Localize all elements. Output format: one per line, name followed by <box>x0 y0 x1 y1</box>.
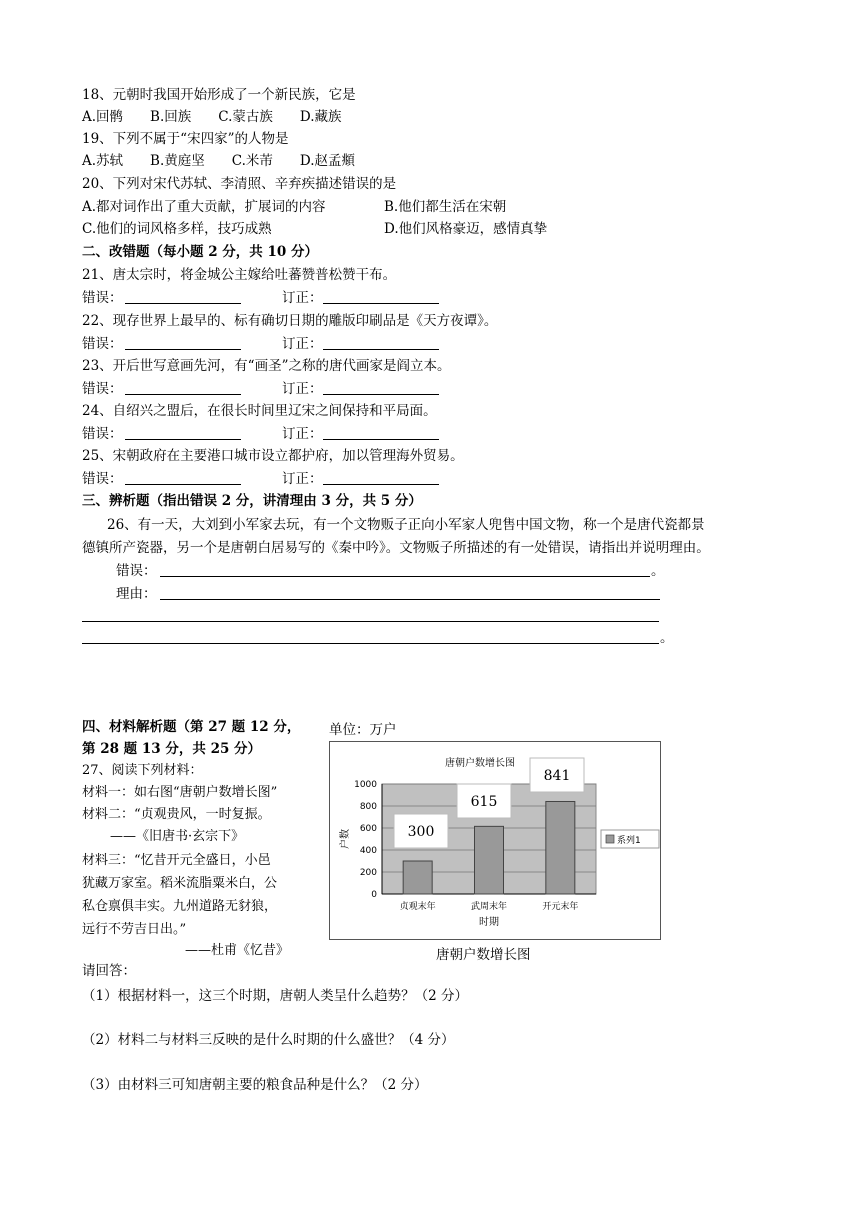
q26-reason-period: 。 <box>660 630 674 646</box>
y-axis-label: 户数 <box>340 829 351 849</box>
chart-title: 唐朝户数增长图 <box>445 758 515 769</box>
x-tick-label: 贞观末年 <box>399 902 436 912</box>
q22-error-blank[interactable] <box>125 349 241 350</box>
section3-title: 三、辨析题（指出错误 2 分，讲清理由 3 分，共 5 分） <box>82 493 422 509</box>
data-label: 841 <box>543 768 571 784</box>
ask-label: 请回答： <box>82 963 136 979</box>
q26-line2: 德镇所产瓷器，另一个是唐朝白居易写的《秦中吟》。文物贩子所描述的有一处错误，请指出并说明理由。 <box>82 540 710 556</box>
bar <box>546 801 575 894</box>
q26-error-blank[interactable] <box>160 576 650 577</box>
q26-reason-blank-1[interactable] <box>160 599 660 600</box>
q26-line1: 26、有一天，大刘到小军家去玩，有一个文物贩子正向小军家人兜售中国文物，称一个是唐代瓷都景 <box>107 517 705 533</box>
material3-line3: 私仓禀俱丰实。九州道路无豺狼， <box>82 899 278 914</box>
q25-error-label: 错误： <box>82 471 123 487</box>
q23-error-blank[interactable] <box>125 394 241 395</box>
q23-text: 23、开后世写意画先河，有“画圣”之称的唐代画家是阎立本。 <box>82 358 451 374</box>
y-tick-label: 200 <box>359 868 377 878</box>
x-tick-label: 开元末年 <box>542 902 579 912</box>
y-tick-label: 0 <box>371 890 377 900</box>
x-axis-label: 时期 <box>479 917 499 928</box>
material2-source: ——《旧唐书·玄宗下》 <box>110 829 245 844</box>
y-tick-label: 400 <box>359 846 377 856</box>
q19-options: A.苏轼 B.黄庭坚 C.米芾 D.赵孟頫 <box>82 153 356 169</box>
q26-error-label: 错误： <box>116 563 157 579</box>
bar <box>475 826 504 894</box>
data-label: 615 <box>470 794 498 810</box>
q21-error-blank[interactable] <box>125 303 241 304</box>
q21-fix-blank[interactable] <box>323 303 439 304</box>
legend-swatch <box>606 835 614 843</box>
y-tick-label: 600 <box>359 824 377 834</box>
q18-options: A.回鹘 B.回族 C.蒙古族 D.藏族 <box>82 109 342 125</box>
q27-sub1: （1）根据材料一，这三个时期，唐朝人类呈什么趋势？（2 分） <box>82 988 468 1004</box>
q24-fix-blank[interactable] <box>323 439 439 440</box>
chart-unit-label: 单位：万户 <box>329 722 397 738</box>
q22-error-label: 错误： <box>82 336 123 352</box>
q27-sub3: （3）由材料三可知唐朝主要的粮食品种是什么？（2 分） <box>82 1077 428 1093</box>
q20-option-c: C.他们的词风格多样，技巧成熟 <box>82 221 272 237</box>
q25-text: 25、宋朝政府在主要港口城市设立都护府，加以管理海外贸易。 <box>82 448 464 464</box>
q22-text: 22、现存世界上最早的、标有确切日期的雕版印刷品是《天方夜谭》。 <box>82 313 498 329</box>
data-label: 300 <box>407 824 435 840</box>
q26-error-period: 。 <box>651 563 665 579</box>
section2-title: 二、改错题（每小题 2 分，共 10 分） <box>82 244 318 260</box>
q22-fix-label: 订正： <box>282 336 323 352</box>
chart-svg <box>330 742 660 939</box>
material1: 材料一：如右图“唐朝户数增长图” <box>82 785 278 800</box>
chart-caption: 唐朝户数增长图 <box>436 947 531 963</box>
q20-option-a: A.都对词作出了重大贡献，扩展词的内容 <box>82 199 326 215</box>
q23-fix-blank[interactable] <box>323 394 439 395</box>
q26-reason-label: 理由： <box>116 586 157 602</box>
bar <box>403 861 432 894</box>
q23-fix-label: 订正： <box>282 381 323 397</box>
q24-error-label: 错误： <box>82 426 123 442</box>
material3-line1: 材料三：“忆昔开元全盛日，小邑 <box>82 853 271 868</box>
y-tick-label: 1000 <box>354 780 377 790</box>
section4-title-line1: 四、材料解析题（第 27 题 12 分， <box>82 719 301 735</box>
q21-text: 21、唐太宗时，将金城公主嫁给吐蕃赞普松赞干布。 <box>82 267 397 283</box>
q20-option-d: D.他们风格豪迈，感情真挚 <box>384 221 548 237</box>
q21-error-label: 错误： <box>82 290 123 306</box>
q25-fix-blank[interactable] <box>323 484 439 485</box>
q19-stem: 19、下列不属于“宋四家”的人物是 <box>82 131 289 147</box>
section4-title-line2: 第 28 题 13 分，共 25 分） <box>82 741 262 757</box>
q21-fix-label: 订正： <box>282 290 323 306</box>
q24-error-blank[interactable] <box>125 439 241 440</box>
material2-line1: 材料二：“贞观贵风，一时复振。 <box>82 807 271 822</box>
material3-line2: 犹藏万家室。稻米流脂粟米白，公 <box>82 876 278 891</box>
y-tick-label: 800 <box>359 802 377 812</box>
q27-sub2: （2）材料二与材料三反映的是什么时期的什么盛世？（4 分） <box>82 1032 455 1048</box>
households-chart <box>329 741 661 940</box>
q20-stem: 20、下列对宋代苏轼、李清照、辛弃疾描述错误的是 <box>82 176 397 192</box>
material3-source: ——杜甫《忆昔》 <box>185 943 290 958</box>
q22-fix-blank[interactable] <box>323 349 439 350</box>
q24-fix-label: 订正： <box>282 426 323 442</box>
q26-reason-blank-3[interactable] <box>82 643 659 644</box>
legend-label: 系列1 <box>617 836 641 846</box>
x-tick-label: 武周末年 <box>470 902 508 912</box>
q18-stem: 18、元朝时我国开始形成了一个新民族，它是 <box>82 87 356 103</box>
q25-fix-label: 订正： <box>282 471 323 487</box>
material3-line4: 远行不劳吉日出。” <box>82 922 187 937</box>
q20-option-b: B.他们都生活在宋朝 <box>384 199 507 215</box>
q25-error-blank[interactable] <box>125 484 241 485</box>
q23-error-label: 错误： <box>82 381 123 397</box>
q26-reason-blank-2[interactable] <box>82 621 659 622</box>
q24-text: 24、自绍兴之盟后，在很长时间里辽宋之间保持和平局面。 <box>82 403 437 419</box>
q27-intro: 27、阅读下列材料： <box>82 763 203 778</box>
